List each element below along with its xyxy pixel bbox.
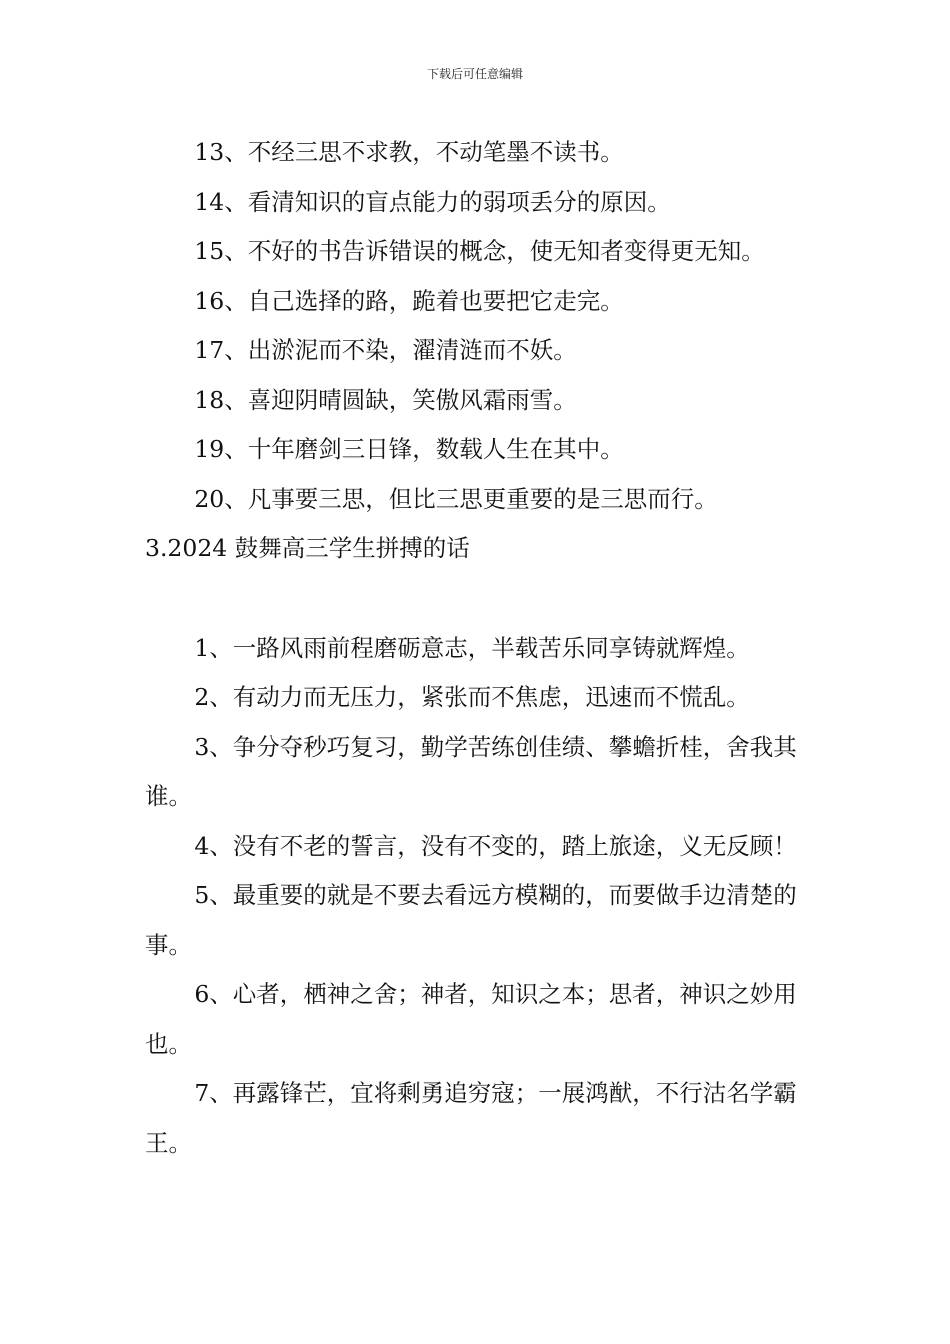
- list-item: 18、喜迎阴晴圆缺，笑傲风霜雨雪。: [194, 385, 577, 414]
- list-item: 20、凡事要三思，但比三思更重要的是三思而行。: [194, 484, 718, 513]
- list-item: 6、心者，栖神之舍；神者，知识之本；思者，神识之妙用也。: [145, 980, 797, 1058]
- list-item: 4、没有不老的誓言，没有不变的，踏上旅途，义无反顾！: [194, 831, 797, 860]
- list-item: 16、自己选择的路，跪着也要把它走完。: [194, 286, 624, 315]
- page-header: 下载后可任意编辑: [426, 67, 523, 81]
- list-item: 1、一路风雨前程磨砺意志，半载苦乐同享铸就辉煌。: [194, 633, 750, 662]
- list-item: 5、最重要的就是不要去看远方模糊的，而要做手边清楚的事。: [145, 881, 797, 959]
- blank-line: [145, 574, 807, 624]
- list-item: 19、十年磨剑三日锋，数载人生在其中。: [194, 435, 624, 463]
- list-item: 2、有动力而无压力，紧张而不焦虑，迅速而不慌乱。: [194, 683, 750, 711]
- list-item: 17、出淤泥而不染，濯清涟而不妖。: [194, 336, 577, 364]
- section-heading: 3.2024 鼓舞高三学生拼搏的话: [145, 534, 470, 562]
- list-item: 15、不好的书告诉错误的概念，使无知者变得更无知。: [194, 237, 765, 265]
- list-item: 7、再露锋芒，宜将剩勇追穷寇；一展鸿猷，不行沽名学霸王。: [145, 1079, 797, 1157]
- list-item: 14、看清知识的盲点能力的弱项丢分的原因。: [194, 187, 671, 216]
- list-item: 13、不经三思不求教，不动笔墨不读书。: [194, 138, 624, 166]
- document-body: [145, 128, 807, 1168]
- list-item: 3、争分夺秒巧复习，勤学苦练创佳绩、攀蟾折桂，舍我其谁。: [145, 732, 797, 810]
